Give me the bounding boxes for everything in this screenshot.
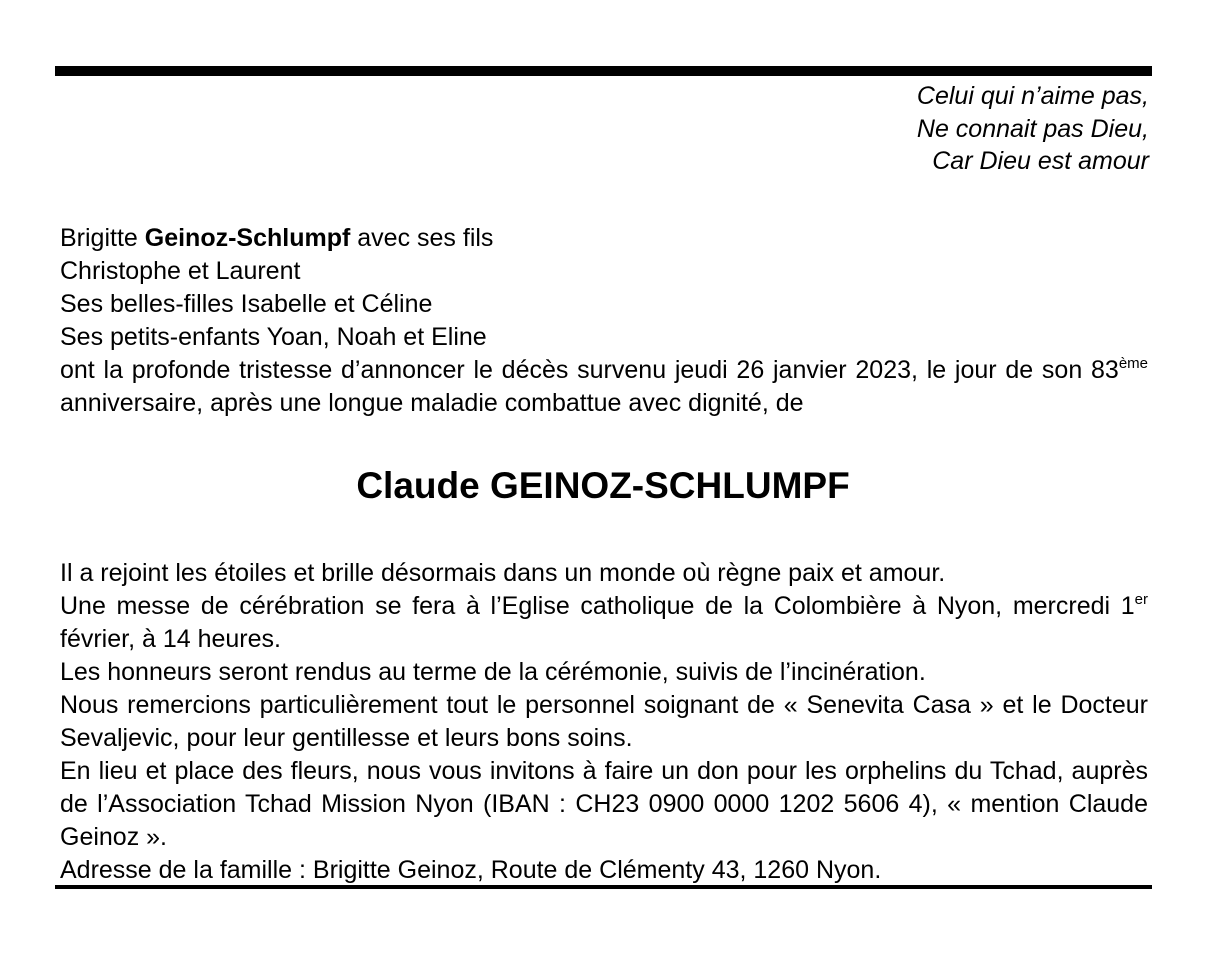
paragraph-part: Une messe de cérébration se fera à l’Eglise catholique de la Colombière à Nyon, mercredi 1 — [60, 592, 1135, 620]
ordinal-superscript: er — [1134, 591, 1148, 608]
deceased-name: Claude GEINOZ-SCHLUMPF — [356, 465, 850, 506]
bottom-rule — [55, 885, 1152, 889]
family-announcement — [60, 222, 1148, 420]
family-line-text: avec ses fils — [350, 224, 494, 252]
announcement-text-part: ont la profonde tristesse d’annoncer le décès survenu jeudi 26 janvier 2023, le jour de son 83 — [60, 356, 1119, 384]
ordinal-superscript: ème — [1118, 355, 1148, 372]
epigraph-line: Car Dieu est amour — [932, 147, 1149, 175]
paragraph: Les honneurs seront rendus au terme de la cérémonie, suivis de l’incinération. — [60, 658, 926, 686]
epigraph-line: Ne connait pas Dieu, — [916, 114, 1149, 143]
paragraph: Nous remercions particulièrement tout le personnel soignant de « Senevita Casa » et le Docteur Sevaljevic, pour leur gentillesse et leurs bons soins. — [60, 691, 1148, 752]
paragraph: Il a rejoint les étoiles et brille désormais dans un monde où règne paix et amour. — [60, 559, 946, 587]
paragraph — [60, 590, 1148, 656]
family-line: Ses belles-filles Isabelle et Céline — [60, 290, 433, 318]
family-line-text: Brigitte — [60, 224, 145, 252]
service-details — [60, 557, 1148, 887]
paragraph: En lieu et place des fleurs, nous vous invitons à faire un don pour les orphelins du Tchad, auprès de l’Association Tchad Mission Nyon (IBAN : CH23 0900 0000 1202 5606 4), « mention Claude Geinoz ». — [60, 757, 1148, 851]
family-address: Adresse de la famille : Brigitte Geinoz, Route de Clémenty 43, 1260 Nyon. — [60, 856, 882, 884]
announcement-text — [60, 354, 1148, 420]
family-line — [60, 222, 1148, 255]
top-rule — [55, 66, 1152, 76]
paragraph-part: février, à 14 heures. — [60, 625, 281, 653]
family-line: Christophe et Laurent — [60, 257, 301, 285]
family-line: Ses petits-enfants Yoan, Noah et Eline — [60, 323, 487, 351]
epigraph-line: Celui qui n’aime pas, — [916, 82, 1149, 110]
family-surname: Geinoz-Schlumpf — [144, 224, 351, 252]
epigraph — [917, 80, 1149, 178]
announcement-text-part: anniversaire, après une longue maladie combattue avec dignité, de — [60, 389, 804, 417]
